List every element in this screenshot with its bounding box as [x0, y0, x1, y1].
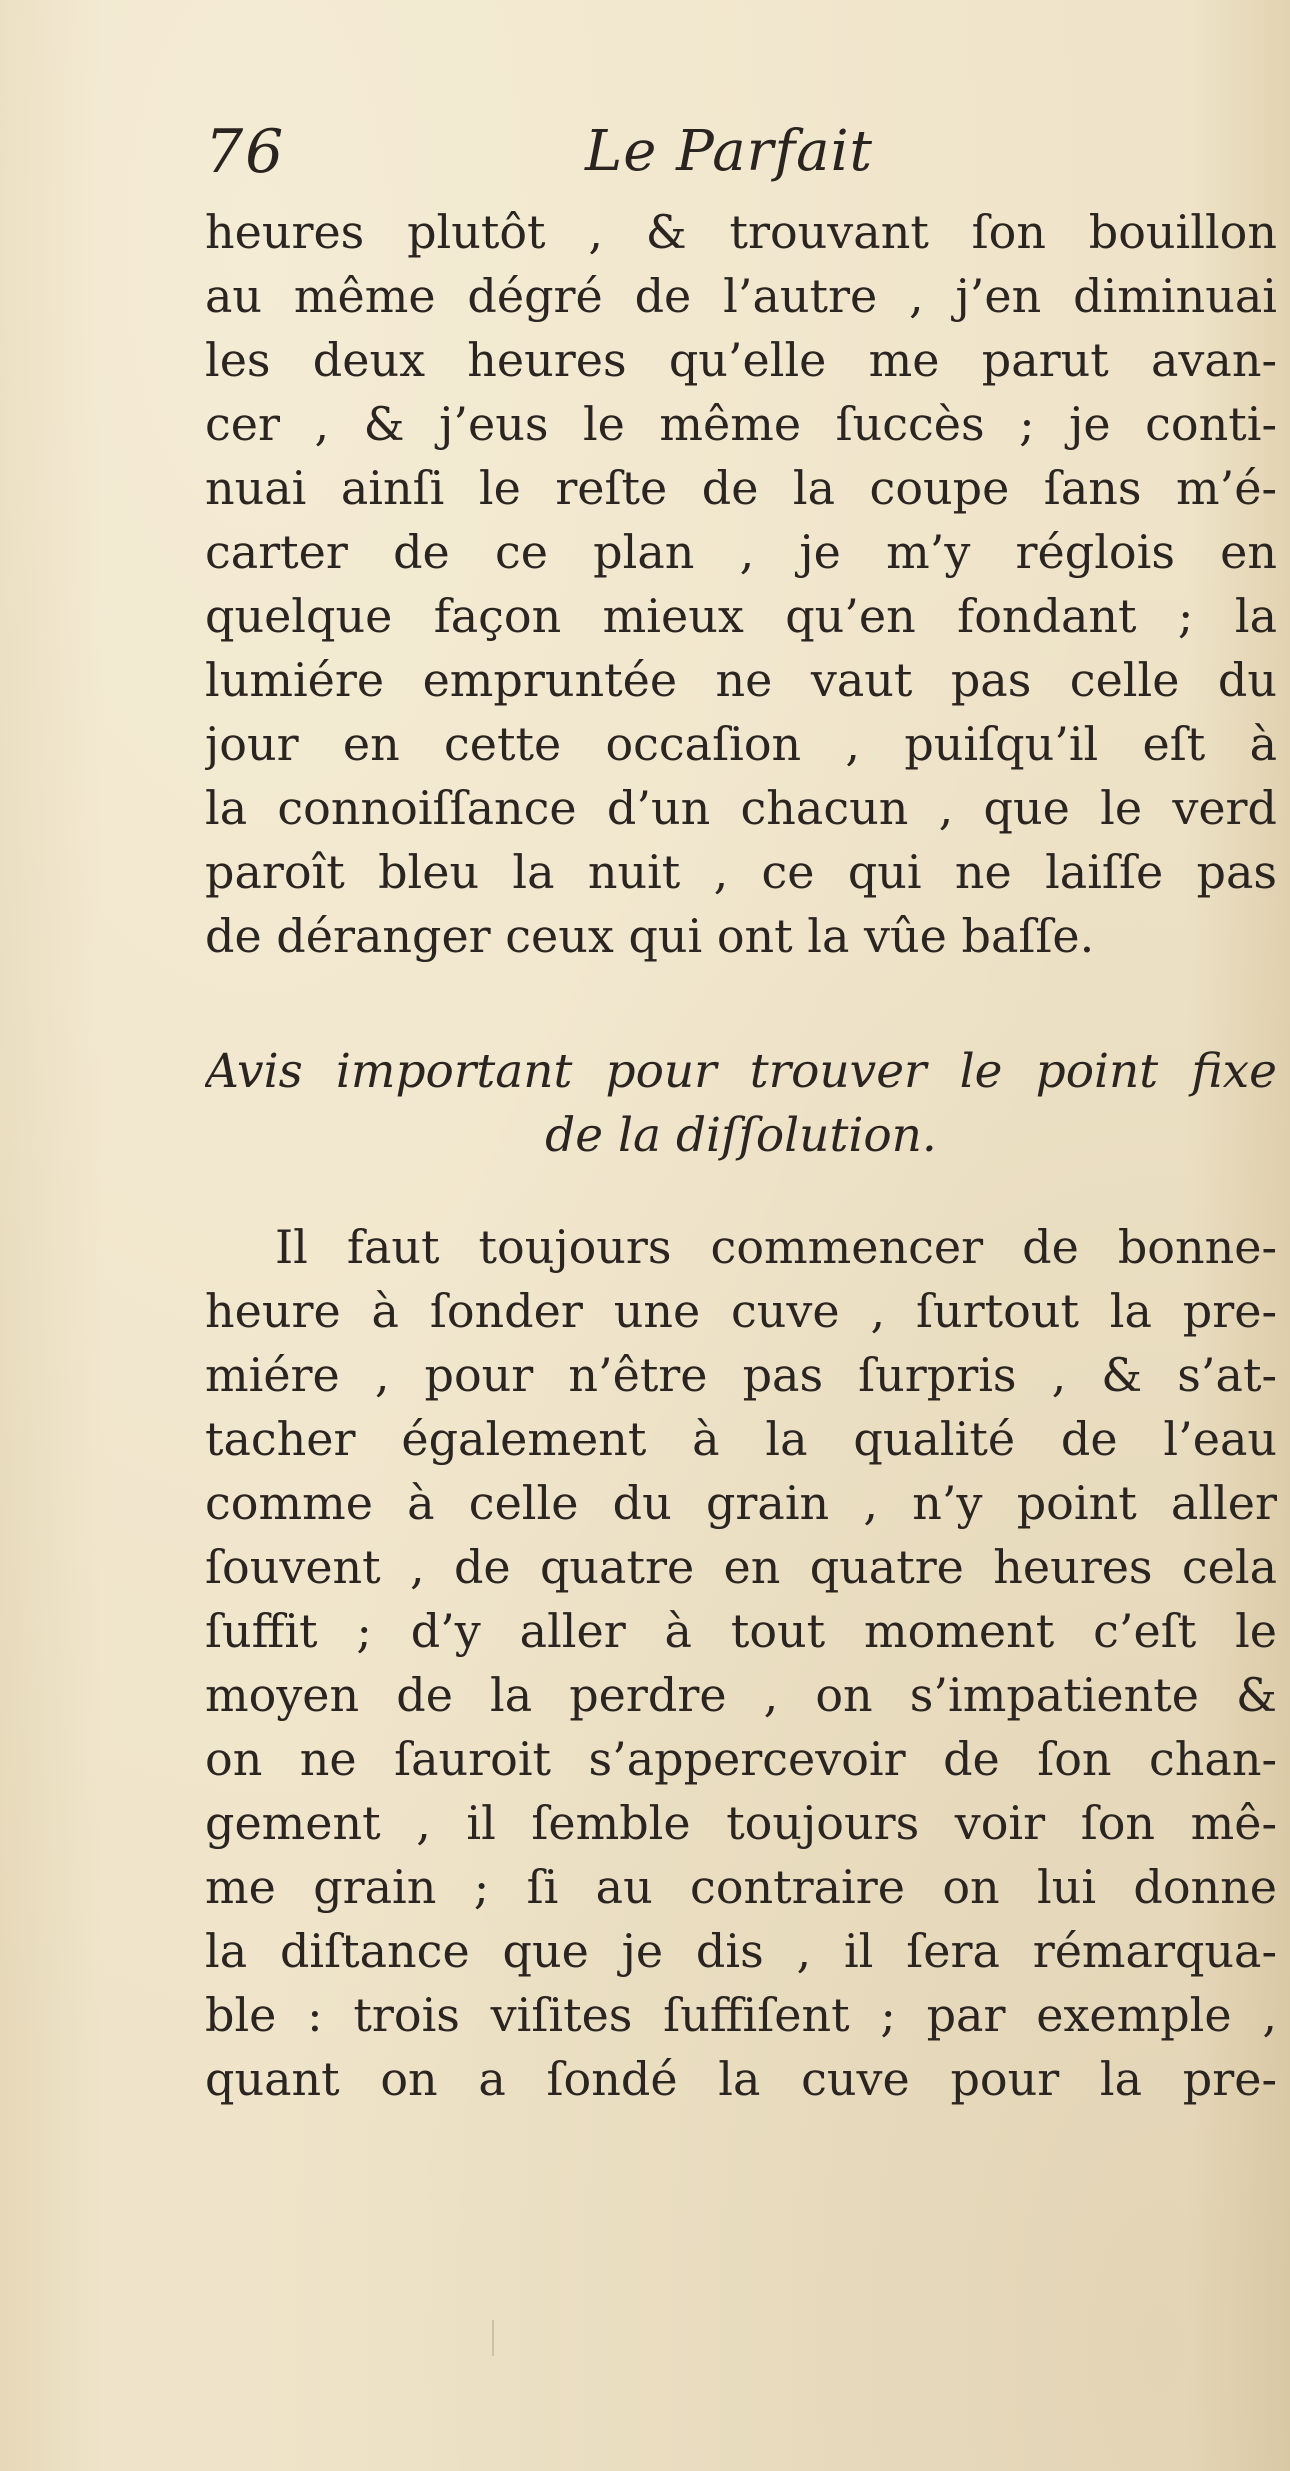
text-line: paroît bleu la nuit , ce qui ne laiſſe pas	[205, 845, 1277, 899]
text-line: heures plutôt , & trouvant ſon bouillon	[205, 205, 1277, 259]
paragraph-2	[205, 1215, 1277, 2111]
text-line: heure à ſonder une cuve , ſurtout la pre-	[205, 1284, 1277, 1338]
section-heading	[205, 1040, 1277, 1168]
text-line: la diſtance que je dis , il ſera rémarqua-	[205, 1924, 1277, 1978]
text-line: de déranger ceux qui ont la vûe baſſe.	[205, 909, 1095, 963]
text-line: carter de ce plan , je m’y réglois en	[205, 525, 1277, 579]
text-line: les deux heures qu’elle me parut avan-	[205, 333, 1277, 387]
text-line: lumiére empruntée ne vaut pas celle du	[205, 653, 1277, 707]
text-line: ble : trois viſites ſuffiſent ; par exemple ,	[205, 1988, 1277, 2042]
text-line: comme à celle du grain , n’y point aller	[205, 1476, 1277, 1530]
text-line: tacher également à la qualité de l’eau	[205, 1412, 1277, 1466]
text-line: la connoiſſance d’un chacun , que le verd	[205, 781, 1277, 835]
text-line: on ne ſauroit s’appercevoir de ſon chan-	[205, 1732, 1277, 1786]
text-line: nuai ainſi le reſte de la coupe ſans m’é-	[205, 461, 1277, 515]
section-heading-line-2: de la diſſolution.	[545, 1108, 937, 1163]
text-line: cer , & j’eus le même ſuccès ; je conti-	[205, 397, 1277, 451]
text-line: quant on a ſondé la cuve pour la pre-	[205, 2052, 1277, 2106]
text-line: me grain ; ſi au contraire on lui donne	[205, 1860, 1277, 1914]
text-line: Il faut toujours commencer de bonne-	[275, 1220, 1277, 1274]
text-line: gement , il ſemble toujours voir ſon mê-	[205, 1796, 1277, 1850]
text-line: miére , pour n’être pas ſurpris , & s’at-	[205, 1348, 1277, 1402]
section-heading-line-1: Avis important pour trouver le point fixe	[205, 1044, 1277, 1099]
text-line: jour en cette occaſion , puiſqu’il eſt à	[205, 717, 1277, 771]
page-header	[205, 112, 1205, 192]
text-line: quelque façon mieux qu’en fondant ; la	[205, 589, 1277, 643]
text-line: au même dégré de l’autre , j’en diminuai	[205, 269, 1277, 323]
text-line: ſouvent , de quatre en quatre heures cela	[205, 1540, 1277, 1594]
paper-blemish	[492, 2320, 494, 2356]
text-line: ſuffit ; d’y aller à tout moment c’eſt le	[205, 1604, 1277, 1658]
page-number: 76	[205, 117, 286, 187]
text-line: moyen de la perdre , on s’impatiente &	[205, 1668, 1277, 1722]
running-head-title: Le Parfait	[585, 119, 873, 184]
paragraph-1	[205, 200, 1277, 968]
